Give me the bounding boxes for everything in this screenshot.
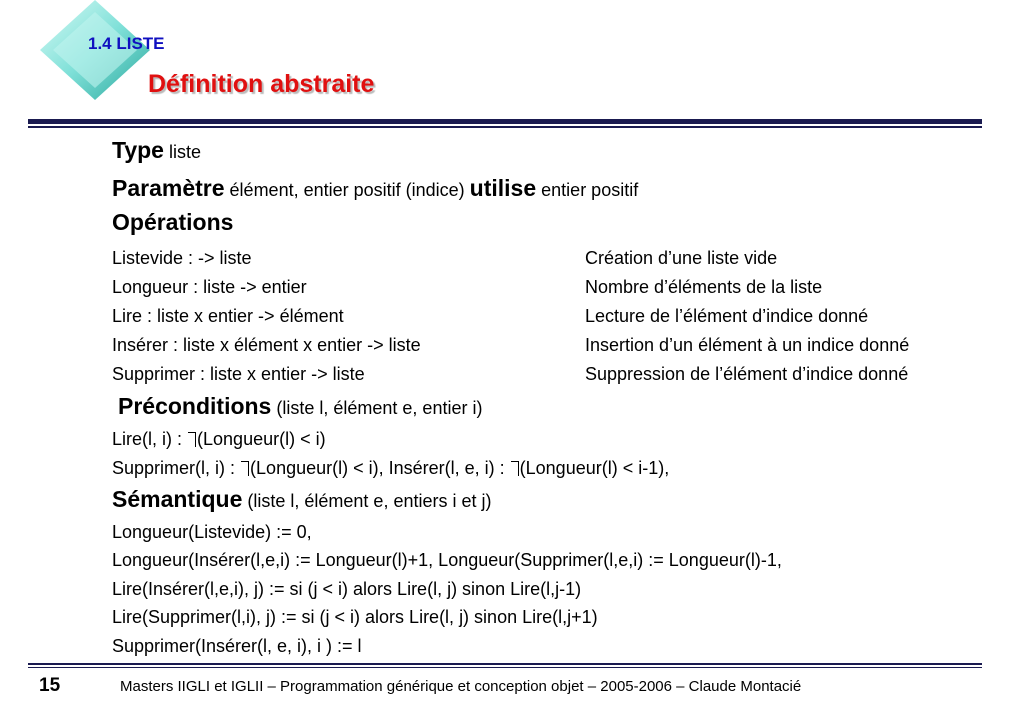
operations-heading: Opérations [112, 209, 234, 235]
semantique-rule: Longueur(Listevide) := 0, [112, 522, 312, 542]
precondition-supprimer [112, 458, 669, 479]
precondition-lire-prefix: Lire(l, i) : [112, 429, 183, 449]
preconditions-line [118, 393, 482, 420]
bottom-rule-thin [28, 667, 982, 668]
operation-signature: Listevide : -> liste [112, 248, 252, 268]
operation-signature: Lire : liste x entier -> élément [112, 306, 344, 326]
negation-icon [188, 432, 196, 447]
utilise-keyword: utilise [469, 175, 537, 201]
precondition-supprimer-prefix: Supprimer(l, i) : [112, 458, 236, 478]
diamond-logo-icon [0, 0, 150, 110]
semantique-params: (liste l, élément e, entiers i et j) [247, 491, 492, 511]
parametre-keyword: Paramètre [112, 175, 225, 201]
parametre-value: élément, entier positif (indice) [229, 180, 465, 200]
operation-signature: Supprimer : liste x entier -> liste [112, 364, 365, 384]
operation-description: Lecture de l’élément d’indice donné [585, 306, 869, 326]
operation-description: Suppression de l’élément d’indice donné [585, 364, 909, 384]
parametre-line [112, 175, 638, 202]
utilise-value: entier positif [541, 180, 639, 200]
semantique-line [112, 486, 491, 513]
semantique-rule: Longueur(Insérer(l,e,i) := Longueur(l)+1, Longueur(Supprimer(l,e,i) := Longueur(l)-1, [112, 550, 782, 570]
precondition-lire [112, 429, 326, 450]
semantique-rule: Supprimer(Insérer(l, e, i), i ) := l [112, 636, 362, 656]
type-line [112, 137, 201, 164]
operation-signature: Insérer : liste x élément x entier -> liste [112, 335, 421, 355]
operation-description: Création d’une liste vide [585, 248, 778, 268]
footer-text: Masters IIGLI et IGLII – Programmation générique et conception objet – 2005-2006 – Claude Montacié [120, 678, 802, 695]
operation-signature: Longueur : liste -> entier [112, 277, 307, 297]
precondition-lire-cond: (Longueur(l) < i) [197, 429, 326, 449]
type-value: liste [169, 142, 202, 162]
section-label: 1.4 LISTE [88, 34, 165, 53]
semantique-rule: Lire(Supprimer(l,i), j) := si (j < i) alors Lire(l, j) sinon Lire(l,j+1) [112, 607, 598, 627]
type-keyword: Type [112, 137, 164, 163]
top-rule-thin [28, 126, 982, 128]
slide-title: Définition abstraite [148, 70, 375, 98]
precondition-inserer-cond: (Longueur(l) < i-1), [519, 458, 670, 478]
operation-description: Insertion d’un élément à un indice donné [585, 335, 910, 355]
semantique-keyword: Sémantique [112, 486, 243, 512]
negation-icon [241, 461, 249, 476]
top-rule [28, 119, 982, 124]
negation-icon [511, 461, 519, 476]
operation-description: Nombre d’éléments de la liste [585, 277, 823, 297]
bottom-rule [28, 663, 982, 665]
semantique-rule: Lire(Insérer(l,e,i), j) := si (j < i) alors Lire(l, j) sinon Lire(l,j-1) [112, 579, 582, 599]
preconditions-params: (liste l, élément e, entier i) [276, 398, 483, 418]
preconditions-keyword: Préconditions [118, 393, 272, 419]
precondition-supprimer-cond: (Longueur(l) < i), Insérer(l, e, i) : [250, 458, 505, 478]
page-number: 15 [39, 675, 61, 696]
